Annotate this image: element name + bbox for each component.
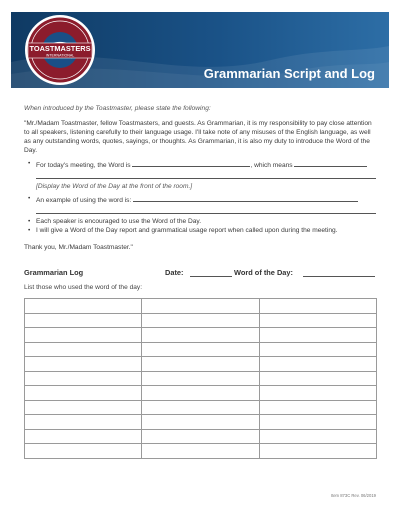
bullet1-mid: , which means xyxy=(250,162,293,169)
table-cell[interactable] xyxy=(25,400,142,415)
table-cell[interactable] xyxy=(142,400,259,415)
log-title: Grammarian Log xyxy=(24,268,84,277)
document-title: Grammarian Script and Log xyxy=(203,66,375,81)
log-table xyxy=(24,298,377,459)
date-label: Date: xyxy=(165,268,184,277)
footer-code: Item 873C Rev. 06/2019 xyxy=(330,493,376,498)
table-cell[interactable] xyxy=(259,313,376,328)
word-of-day-label: Word of the Day: xyxy=(234,268,293,277)
table-row xyxy=(25,299,377,314)
bullet-example xyxy=(24,194,376,205)
table-row xyxy=(25,313,377,328)
table-cell[interactable] xyxy=(259,299,376,314)
table-cell[interactable] xyxy=(25,357,142,372)
bullet1-prefix: For today's meeting, the Word is xyxy=(36,162,131,169)
table-row xyxy=(25,357,377,372)
table-cell[interactable] xyxy=(142,386,259,401)
table-row xyxy=(25,415,377,430)
bullet-word-of-day xyxy=(24,159,376,170)
table-cell[interactable] xyxy=(25,415,142,430)
date-blank[interactable] xyxy=(190,269,232,277)
table-row xyxy=(25,371,377,386)
table-row xyxy=(25,328,377,343)
table-cell[interactable] xyxy=(142,429,259,444)
table-cell[interactable] xyxy=(25,299,142,314)
bullet-encourage: • Each speaker is encouraged to use the Word of the Day. xyxy=(24,217,376,226)
table-cell[interactable] xyxy=(142,357,259,372)
table-cell[interactable] xyxy=(25,328,142,343)
table-cell[interactable] xyxy=(259,371,376,386)
table-cell[interactable] xyxy=(25,444,142,459)
script-section xyxy=(24,104,376,252)
table-row xyxy=(25,386,377,401)
table-row xyxy=(25,429,377,444)
table-cell[interactable] xyxy=(25,313,142,328)
table-cell[interactable] xyxy=(259,415,376,430)
logo-text-bottom: INTERNATIONAL xyxy=(45,53,75,58)
toastmasters-logo xyxy=(22,14,98,86)
example-blank[interactable] xyxy=(133,194,358,202)
table-cell[interactable] xyxy=(259,357,376,372)
table-cell[interactable] xyxy=(259,386,376,401)
table-row xyxy=(25,342,377,357)
logo-text-top: TOASTMASTERS xyxy=(29,44,91,53)
table-row xyxy=(25,444,377,459)
table-cell[interactable] xyxy=(25,386,142,401)
word-blank[interactable] xyxy=(132,159,250,167)
word-of-day-blank[interactable] xyxy=(303,269,375,277)
list-header: List those who used the word of the day: xyxy=(24,284,143,291)
table-cell[interactable] xyxy=(259,444,376,459)
table-cell[interactable] xyxy=(142,299,259,314)
table-row xyxy=(25,400,377,415)
table-cell[interactable] xyxy=(142,342,259,357)
table-cell[interactable] xyxy=(142,444,259,459)
thanks-line: Thank you, Mr./Madam Toastmaster." xyxy=(24,244,133,251)
meaning-continuation-line[interactable] xyxy=(36,170,376,179)
table-cell[interactable] xyxy=(259,342,376,357)
table-cell[interactable] xyxy=(142,313,259,328)
table-cell[interactable] xyxy=(142,415,259,430)
table-cell[interactable] xyxy=(142,371,259,386)
meaning-blank[interactable] xyxy=(294,159,367,167)
bullet-report: • I will give a Word of the Day report and grammatical usage report when called upon during the meeting. xyxy=(24,226,376,235)
display-note: [Display the Word of the Day at the front of the room.] xyxy=(36,183,193,190)
table-cell[interactable] xyxy=(142,328,259,343)
table-cell[interactable] xyxy=(25,429,142,444)
table-cell[interactable] xyxy=(259,328,376,343)
example-continuation-line[interactable] xyxy=(36,205,376,214)
intro-instruction: When introduced by the Toastmaster, please state the following: xyxy=(24,105,211,112)
table-cell[interactable] xyxy=(25,342,142,357)
script-paragraph: "Mr./Madam Toastmaster, fellow Toastmasters, and guests. As Grammarian, it is my responsibility to pay close attention to all speakers, listening carefully to their language usage. I'll take note of any misuses of the English language, as well as any outstanding words, quotes, sayings, or thoughts. As Grammarian, it is also my duty to introduce the Word of the Day. xyxy=(24,120,372,154)
bullet2-prefix: An example of using the word is: xyxy=(36,197,132,204)
table-cell[interactable] xyxy=(25,371,142,386)
table-cell[interactable] xyxy=(259,400,376,415)
table-cell[interactable] xyxy=(259,429,376,444)
